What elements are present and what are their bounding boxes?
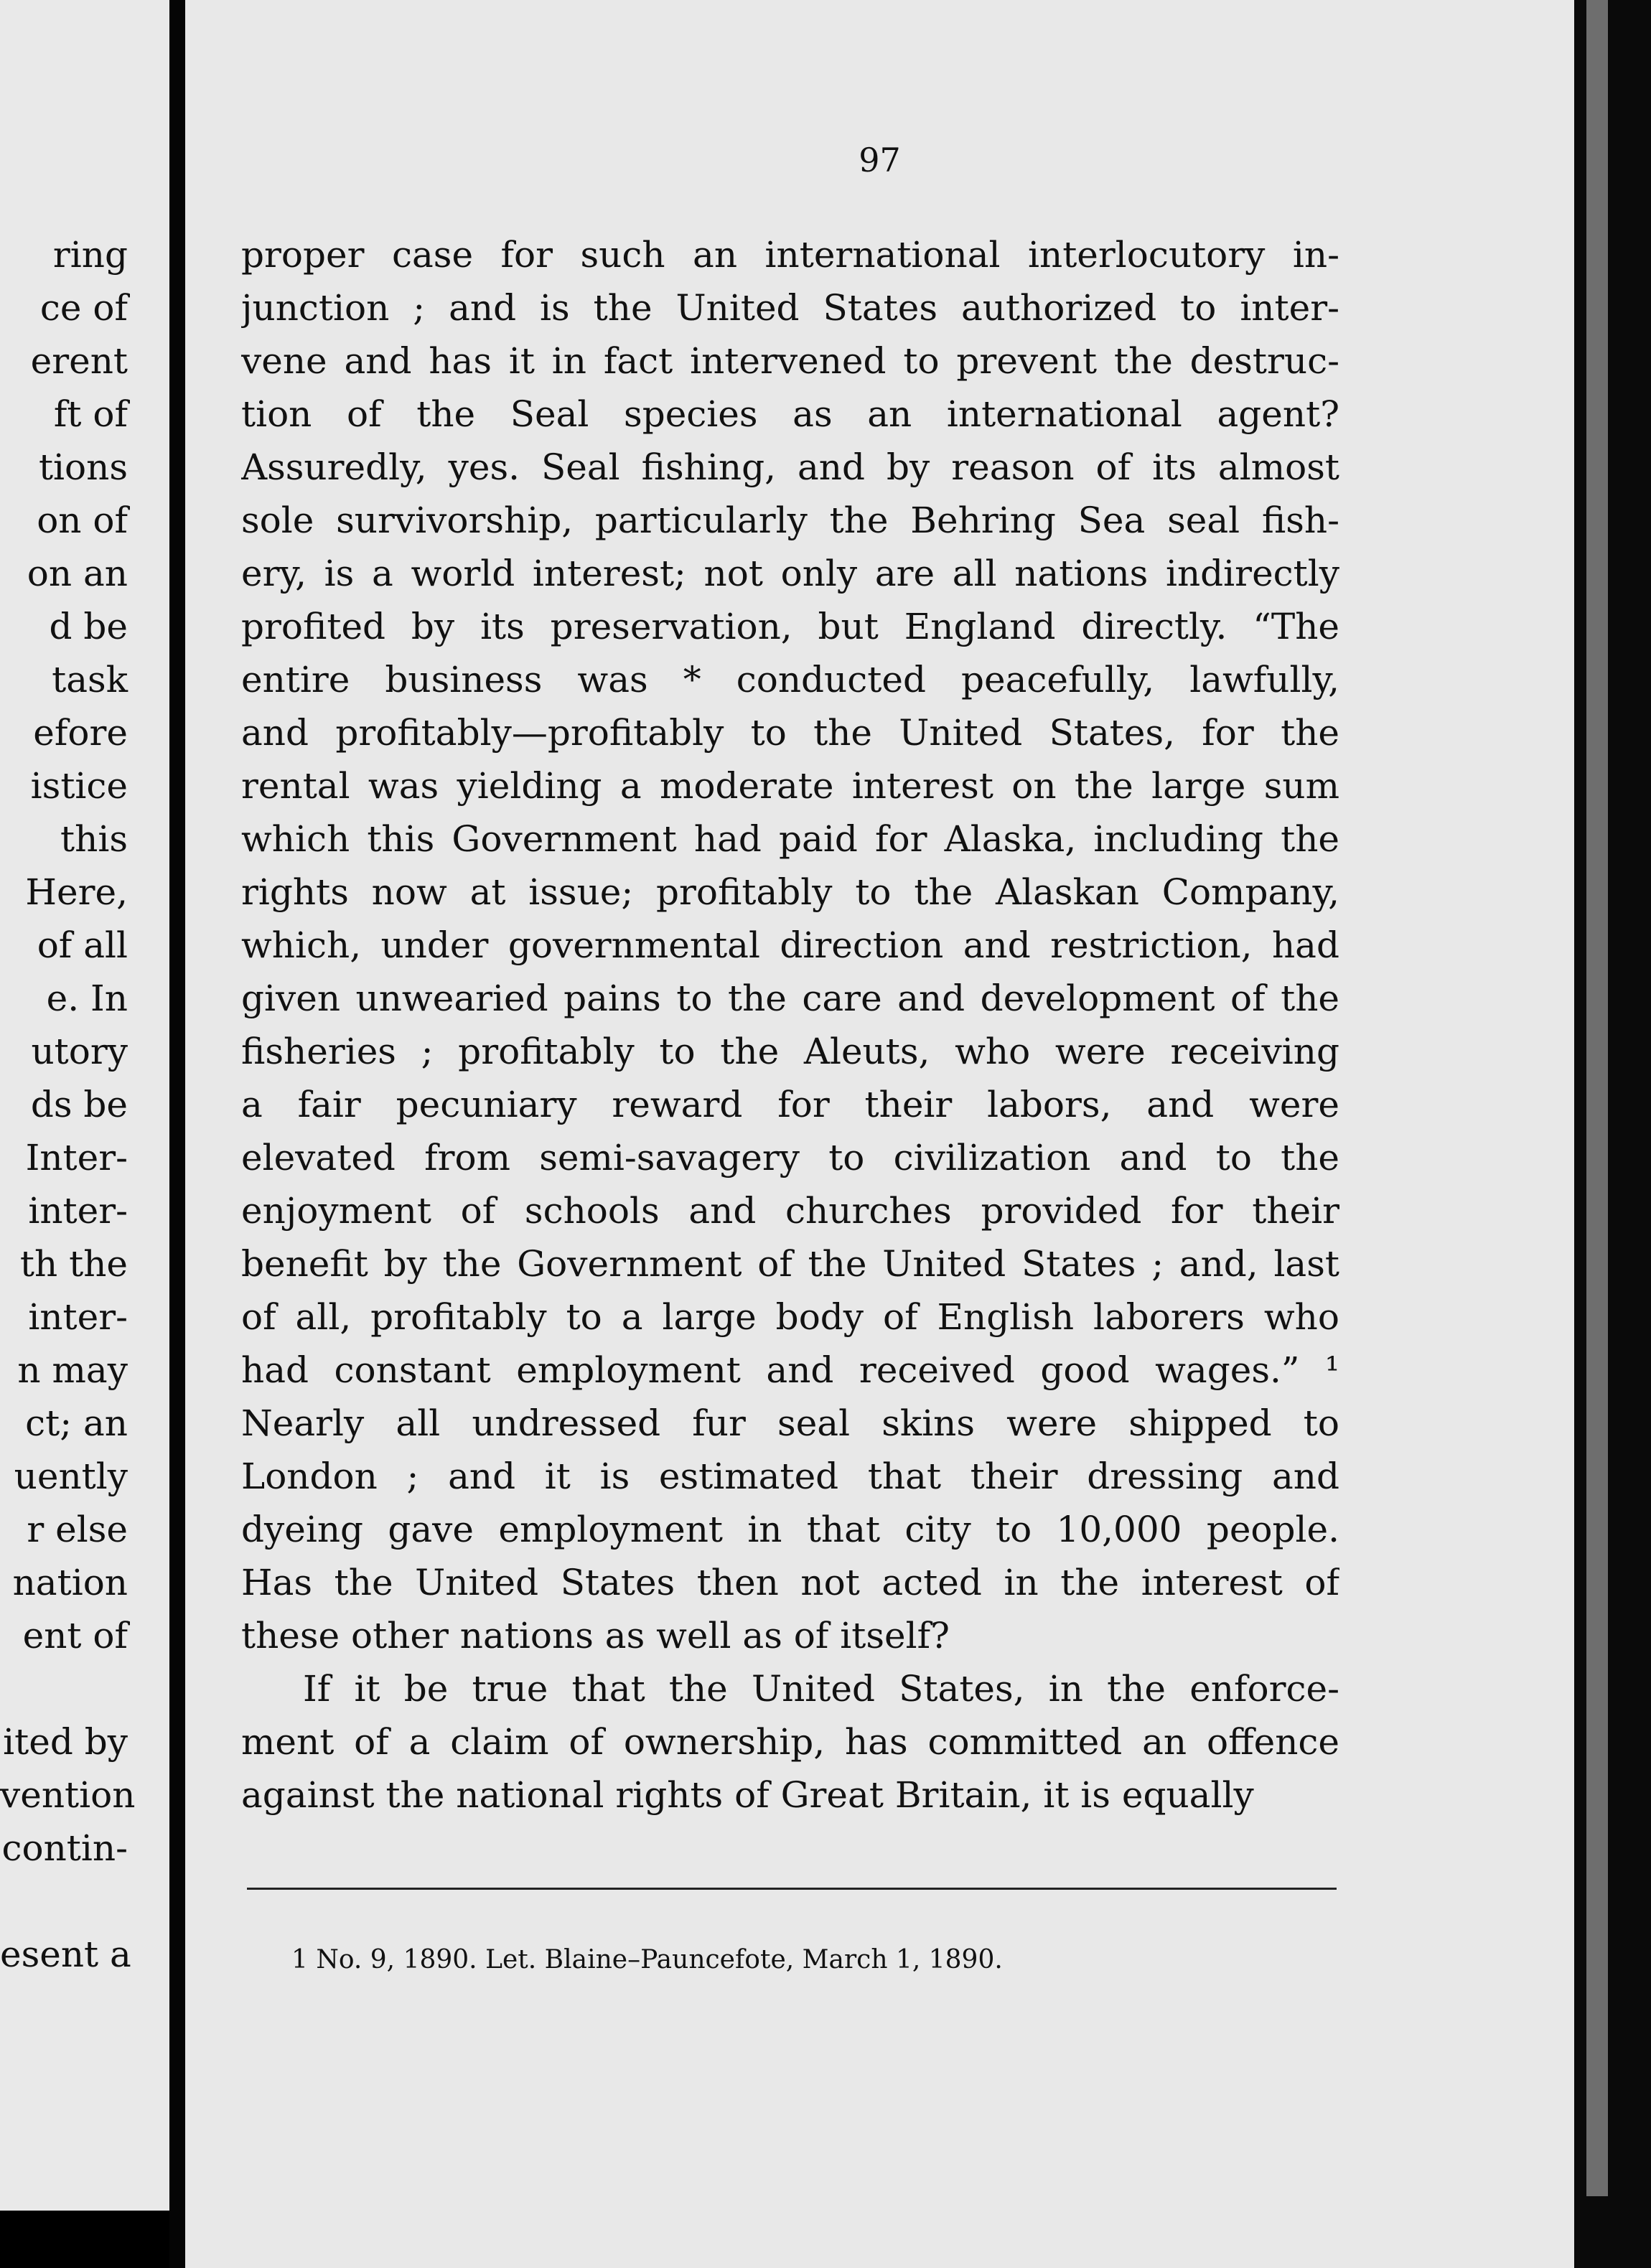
previous-page-line: nation: [12, 1562, 128, 1603]
text-line: these other nations as well as of itself?: [241, 1615, 950, 1657]
previous-page-line: ct; an: [25, 1402, 128, 1444]
binding-gutter: [169, 0, 185, 2268]
previous-page-line: ft of: [53, 393, 128, 435]
previous-page-line: ds be: [30, 1084, 128, 1125]
previous-page-line: ce of: [39, 287, 128, 329]
text-line: tion of the Seal species as an international agent?: [241, 393, 1339, 435]
previous-page-line: contin-: [1, 1827, 128, 1869]
next-page-edge: [1586, 0, 1608, 2196]
text-line: against the national rights of Great Britain, it is equally: [241, 1774, 1254, 1816]
previous-page-line: inter-: [28, 1190, 128, 1232]
previous-page-line: erent: [30, 340, 128, 382]
previous-page-line: n may: [17, 1349, 128, 1391]
previous-page-line: Here,: [25, 871, 128, 913]
text-line: ery, is a world interest; not only are all nations indirectly: [241, 553, 1339, 594]
previous-page-line: [0, 1662, 169, 1715]
text-line: proper case for such an international interlocutory in-: [241, 234, 1339, 276]
page: [185, 0, 1574, 2268]
text-line: sole survivorship, particularly the Behring Sea seal fish-: [241, 500, 1339, 541]
previous-page-line: esent a: [0, 1934, 131, 1975]
previous-page-line: e. In: [46, 978, 128, 1019]
text-line: Has the United States then not acted in the interest of: [241, 1562, 1339, 1603]
text-line: London ; and it is estimated that their dressing and: [241, 1456, 1339, 1497]
previous-page-line: inter-: [28, 1296, 128, 1338]
previous-page-line: task: [52, 659, 128, 700]
text-line: which this Government had paid for Alaska, including the: [241, 818, 1339, 860]
footnote-divider: [247, 1888, 1337, 1890]
text-line: rental was yielding a moderate interest on the large sum: [241, 765, 1339, 807]
text-line: If it be true that the United States, in the enforce-: [303, 1668, 1339, 1710]
text-line: rights now at issue; profitably to the Alaskan Company,: [241, 871, 1339, 913]
previous-page-line: of all: [37, 924, 128, 966]
previous-page-line: uently: [14, 1456, 128, 1497]
previous-page-line: efore: [33, 712, 128, 754]
previous-page-line: this: [60, 818, 128, 860]
previous-page-text-column: [0, 228, 169, 1981]
body-text: [241, 228, 1339, 1822]
text-line: entire business was * conducted peacefully, lawfully,: [241, 659, 1339, 700]
previous-page-fragment: [0, 0, 169, 2211]
previous-page-line: vention: [0, 1774, 136, 1816]
text-line: a fair pecuniary reward for their labors, and were: [241, 1084, 1339, 1125]
previous-page-line: Inter-: [25, 1137, 128, 1178]
text-line: given unwearied pains to the care and development of the: [241, 978, 1339, 1019]
previous-page-line: th the: [19, 1243, 128, 1285]
text-line: enjoyment of schools and churches provided for their: [241, 1190, 1339, 1232]
text-line: had constant employment and received good wages.” ¹: [241, 1349, 1339, 1391]
text-line: and profitably—profitably to the United States, for the: [241, 712, 1339, 754]
text-line: junction ; and is the United States authorized to inter-: [241, 287, 1339, 329]
previous-page-line: ited by: [3, 1721, 128, 1763]
text-line: elevated from semi-savagery to civilization and to the: [241, 1137, 1339, 1178]
text-line: Nearly all undressed fur seal skins were shipped to: [241, 1402, 1339, 1444]
previous-page-line: istice: [30, 765, 128, 807]
previous-page-line: on an: [27, 553, 128, 594]
text-line: Assuredly, yes. Seal fishing, and by reason of its almost: [241, 446, 1339, 488]
previous-page-line: on of: [37, 500, 128, 541]
text-line: which, under governmental direction and restriction, had: [241, 924, 1339, 966]
text-line: benefit by the Government of the United States ; and, last: [241, 1243, 1339, 1285]
text-line: fisheries ; profitably to the Aleuts, who were receiving: [241, 1031, 1339, 1072]
previous-page-line: r else: [27, 1509, 128, 1550]
page-number: 97: [859, 141, 901, 179]
previous-page-line: d be: [49, 606, 128, 647]
previous-page-line: ring: [52, 234, 128, 276]
text-line: ment of a claim of ownership, has committed an offence: [241, 1721, 1339, 1763]
previous-page-line: [0, 1875, 169, 1928]
text-line: of all, profitably to a large body of English laborers who: [241, 1296, 1339, 1338]
text-line: profited by its preservation, but England directly. “The: [241, 606, 1339, 647]
footnote: 1 No. 9, 1890. Let. Blaine–Pauncefote, March 1, 1890.: [291, 1945, 1003, 1974]
previous-page-line: ent of: [22, 1615, 128, 1657]
previous-page-line: utory: [31, 1031, 128, 1072]
text-line: dyeing gave employment in that city to 10,000 people.: [241, 1509, 1339, 1550]
text-line: vene and has it in fact intervened to prevent the destruc-: [241, 340, 1339, 382]
previous-page-line: tions: [38, 446, 128, 488]
